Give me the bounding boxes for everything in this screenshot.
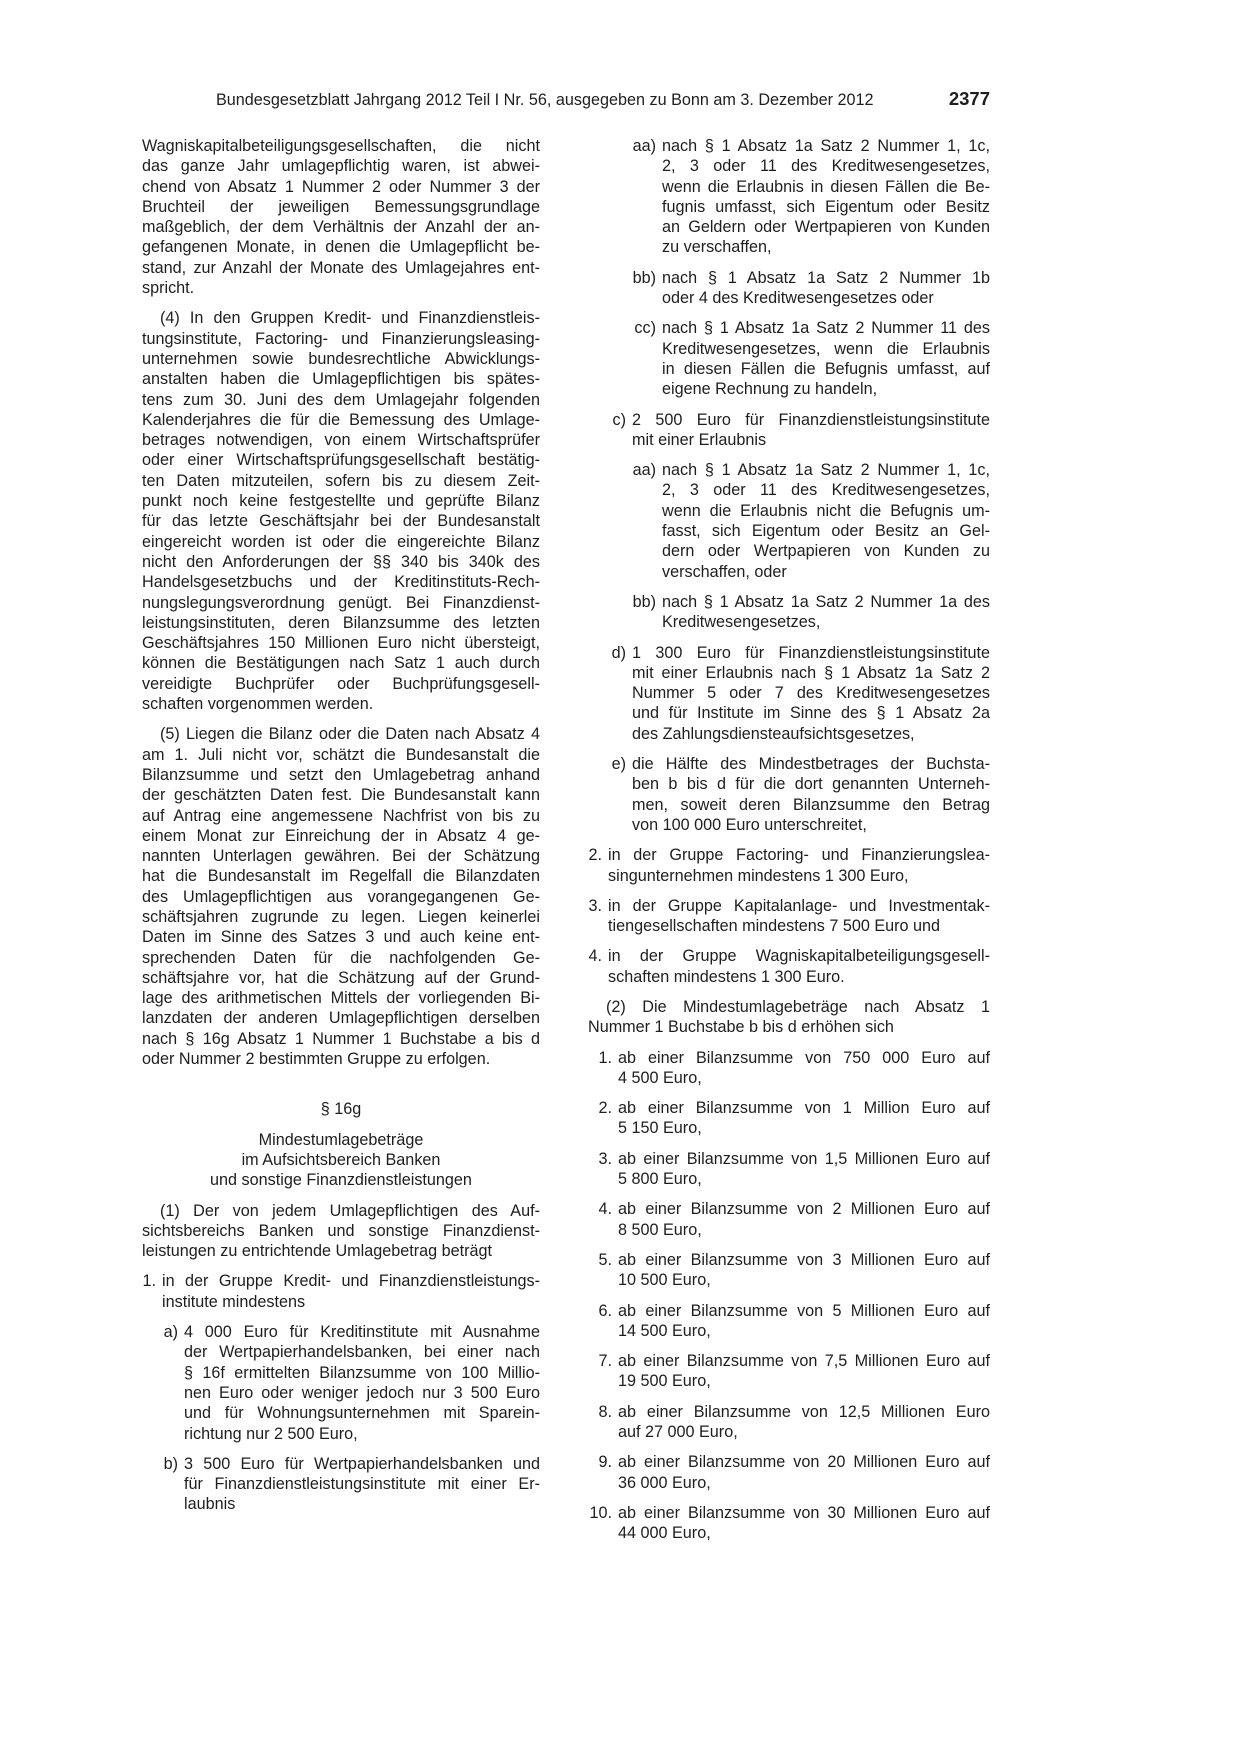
- list-marker: 1.: [598, 1048, 612, 1067]
- text-line: ab einer Bilanzsumme von 3 Millionen Euro auf: [618, 1250, 990, 1269]
- text-line: 5 150 Euro,: [618, 1119, 702, 1138]
- increase-item: [588, 1199, 990, 1240]
- text-line: ab einer Bilanzsumme von 5 Millionen Euro auf: [618, 1301, 990, 1320]
- text-line: schäftsjahre vor, hat die Schätzung auf der Grund-: [142, 968, 540, 987]
- list-marker: 8.: [598, 1402, 612, 1421]
- text-line: punkt noch keine festgestellte und geprüfte Bilanz: [142, 492, 540, 511]
- increase-item: [588, 1250, 990, 1291]
- list-item-1c-aa: [588, 460, 990, 582]
- list-text: [632, 643, 990, 744]
- text-line: mit einer Erlaubnis: [632, 430, 767, 449]
- header-title: Bundesgesetzblatt Jahrgang 2012 Teil I Nr. 56, ausgegeben zu Bonn am 3. Dezember 2012: [216, 91, 874, 109]
- text-line: zu verschaffen,: [662, 238, 772, 257]
- increase-item: [588, 1048, 990, 1089]
- list-marker: b): [163, 1454, 178, 1473]
- text-line: und für Institute im Sinne des § 1 Absatz 2a: [632, 704, 990, 723]
- text-line: 36 000 Euro,: [618, 1473, 711, 1492]
- list-marker: 6.: [598, 1301, 612, 1320]
- list-item-1c-bb: [588, 592, 990, 633]
- list-text: [662, 460, 990, 582]
- list-marker: aa): [632, 461, 656, 480]
- list-text: [618, 1351, 990, 1392]
- text-line: des Zahlungsdiensteaufsichtsgesetzes,: [632, 724, 915, 743]
- text-line: nungslegungsverordnung genügt. Bei Finanzdienst-: [142, 593, 540, 612]
- list-item-1e: [588, 754, 990, 835]
- text-line: nicht den Anforderungen der §§ 340 bis 340k des: [142, 552, 540, 571]
- list-item-1b-aa: [588, 136, 990, 258]
- list-item-2: [588, 845, 990, 886]
- text-line: eigene Rechnung zu handeln,: [662, 380, 878, 399]
- list-marker: 3.: [598, 1149, 612, 1168]
- list-text: [608, 896, 990, 937]
- text-line: stand, zur Anzahl der Monate des Umlagejahres ent-: [142, 258, 540, 277]
- text-line: Wagniskapitalbeteiligungsgesellschaften, die nicht: [142, 137, 540, 155]
- running-header: [216, 88, 990, 118]
- paragraph-4: [142, 308, 540, 714]
- list-marker: a): [163, 1323, 178, 1342]
- text-line: betrages notwendigen, von einem Wirtschaftsprüfer: [142, 431, 540, 450]
- list-item-3: [588, 896, 990, 937]
- text-line: ab einer Bilanzsumme von 20 Millionen Euro auf: [618, 1453, 990, 1472]
- paragraph-2: [588, 997, 990, 1038]
- text-line: 4 500 Euro,: [618, 1068, 702, 1087]
- text-line: Bruchteil der jeweiligen Bemessungsgrundlage: [142, 197, 540, 216]
- text-line: Nummer 5 oder 7 des Kreditwesengesetzes: [632, 684, 990, 703]
- text-line: fasst, sich Eigentum oder Besitz an Gel-: [662, 522, 990, 541]
- list-marker: 4.: [588, 947, 602, 966]
- text-line: 2 500 Euro für Finanzdienstleistungsinstitute: [632, 410, 990, 429]
- text-line: 2, 3 oder 11 des Kreditwesengesetzes,: [662, 157, 990, 176]
- increase-item: [588, 1452, 990, 1493]
- text-line: von 100 000 Euro unterschreitet,: [632, 815, 867, 834]
- text-line: spricht.: [142, 279, 195, 298]
- text-line: nannten Unterlagen gewähren. Bei der Schätzung: [142, 847, 540, 866]
- text-line: 19 500 Euro,: [618, 1372, 711, 1391]
- text-line: oder 4 des Kreditwesengesetzes oder: [662, 289, 934, 308]
- text-line: in der Gruppe Wagniskapitalbeteiligungsgesell-: [608, 947, 990, 966]
- list-marker: bb): [632, 268, 656, 287]
- text-line: Kalenderjahres die für die Bemessung des Umlage-: [142, 410, 540, 429]
- list-text: [618, 1301, 990, 1342]
- text-line: singunternehmen mindestens 1 300 Euro,: [608, 866, 909, 885]
- text-line: 4 000 Euro für Kreditinstitute mit Ausnahme: [184, 1323, 540, 1342]
- increase-list: [588, 1048, 990, 1544]
- list-text: [618, 1199, 990, 1240]
- paragraph-1: [142, 1201, 540, 1262]
- list-text: [618, 1402, 990, 1443]
- text-line: gefangenen Monate, in denen die Umlagepflicht be-: [142, 238, 540, 257]
- text-line: (4) In den Gruppen Kredit- und Finanzdienstleis-: [160, 309, 540, 328]
- list-item-4: [588, 946, 990, 987]
- list-marker: cc): [634, 319, 656, 338]
- text-line: 14 500 Euro,: [618, 1321, 711, 1340]
- list-marker: 3.: [588, 896, 602, 915]
- text-line: ab einer Bilanzsumme von 2 Millionen Euro auf: [618, 1200, 990, 1219]
- increase-item: [588, 1149, 990, 1190]
- text-line: schaften mindestens 1 300 Euro.: [608, 967, 845, 986]
- increase-item: [588, 1402, 990, 1443]
- text-line: und sonstige Finanzdienstleistungen: [210, 1171, 472, 1190]
- text-line: (2) Die Mindestumlagebeträge nach Absatz 1: [606, 997, 990, 1016]
- text-line: Kreditwesengesetzes,: [662, 613, 821, 632]
- text-line: für das letzte Geschäftsjahr bei der Bundesanstalt: [142, 512, 540, 531]
- text-line: wenn die Erlaubnis in diesen Fällen die Be-: [662, 177, 990, 196]
- increase-item: [588, 1098, 990, 1139]
- text-line: ab einer Bilanzsumme von 7,5 Millionen Euro auf: [618, 1352, 990, 1371]
- increase-item: [588, 1503, 990, 1544]
- text-line: in der Gruppe Kapitalanlage- und Investmentak-: [608, 896, 990, 915]
- text-line: 8 500 Euro,: [618, 1220, 702, 1239]
- paragraph-5: [142, 724, 540, 1069]
- text-line: Kreditwesengesetzes, wenn die Erlaubnis: [662, 339, 990, 358]
- intro-paragraph: [142, 136, 540, 298]
- text-line: Mindestumlagebeträge: [258, 1130, 424, 1149]
- text-line: nen Euro oder weniger jedoch nur 3 500 Euro: [184, 1383, 540, 1402]
- text-line: des Umlagepflichtigen aus vorangegangenen Ge-: [142, 887, 540, 906]
- list-marker: 4.: [598, 1200, 612, 1219]
- list-text: [618, 1503, 990, 1544]
- text-line: ab einer Bilanzsumme von 1 Million Euro auf: [618, 1099, 990, 1118]
- text-line: chend von Absatz 1 Nummer 2 oder Nummer 3 der: [142, 177, 540, 196]
- text-line: 5 800 Euro,: [618, 1170, 702, 1189]
- text-line: in diesen Fällen die Befugnis umfasst, auf: [662, 359, 990, 378]
- increase-item: [588, 1351, 990, 1392]
- list-item-1b-cc: [588, 318, 990, 399]
- text-line: ab einer Bilanzsumme von 750 000 Euro auf: [618, 1048, 990, 1067]
- text-line: nach § 16g Absatz 1 Nummer 1 Buchstabe a bis d: [142, 1029, 540, 1048]
- list-item-1: [142, 1271, 540, 1312]
- text-line: anstalten haben die Umlagepflichtigen bis spätes-: [142, 370, 540, 389]
- list-marker: 2.: [588, 846, 602, 865]
- text-line: wenn die Erlaubnis nicht die Befugnis um-: [662, 501, 990, 520]
- list-marker: 10.: [589, 1503, 612, 1522]
- text-line: maßgeblich, der dem Verhältnis der Anzahl der an-: [142, 218, 540, 237]
- text-line: tungsinstitute, Factoring- und Finanzierungsleasing-: [142, 329, 540, 348]
- text-line: das ganze Jahr umlagepflichtig waren, ist abwei-: [142, 157, 540, 176]
- text-line: fugnis umfasst, sich Eigentum oder Besitz: [662, 197, 990, 216]
- text-line: tens zum 30. Juni des dem Umlagejahr folgenden: [142, 390, 540, 409]
- text-line: nach § 1 Absatz 1a Satz 2 Nummer 11 des: [662, 319, 990, 338]
- text-line: (1) Der von jedem Umlagepflichtigen des Auf-: [160, 1201, 540, 1220]
- list-marker: 2.: [598, 1099, 612, 1118]
- text-line: Geschäftsjahres 150 Millionen Euro nicht übersteigt,: [142, 634, 540, 653]
- text-line: auf 27 000 Euro,: [618, 1423, 738, 1442]
- text-line: können die Bestätigungen nach Satz 1 auch durch: [142, 654, 540, 673]
- text-line: schaften vorgenommen werden.: [142, 695, 374, 714]
- list-marker: aa): [632, 137, 656, 155]
- list-marker: 1.: [142, 1272, 156, 1291]
- text-line: 1 300 Euro für Finanzdienstleistungsinstitute: [632, 643, 990, 662]
- list-marker: e): [611, 755, 626, 774]
- text-line: oder Nummer 2 bestimmten Gruppe zu erfolgen.: [142, 1050, 491, 1069]
- text-line: 3 500 Euro für Wertpapierhandelsbanken und: [184, 1454, 540, 1473]
- text-line: ab einer Bilanzsumme von 30 Millionen Euro auf: [618, 1503, 990, 1522]
- list-item-1c: [588, 410, 990, 451]
- list-marker: 7.: [598, 1352, 612, 1371]
- list-item-1b: [142, 1454, 540, 1515]
- text-line: der Wertpapierhandelsbanken, bei einer nach: [184, 1343, 540, 1362]
- text-line: einem Monat zur Einreichung der in Absatz 4 ge-: [142, 826, 540, 845]
- text-line: oder einer Wirtschaftsprüfungsgesellschaft bestätig-: [142, 451, 540, 470]
- list-text: [662, 318, 990, 399]
- text-line: in der Gruppe Kredit- und Finanzdienstleistungs-: [162, 1272, 540, 1291]
- list-text: [662, 268, 990, 309]
- text-line: sichtsbereichs Banken und sonstige Finanzdienst-: [142, 1221, 540, 1240]
- list-marker: bb): [632, 592, 656, 611]
- list-item-1d: [588, 643, 990, 744]
- right-column: [588, 136, 990, 1544]
- list-text: [184, 1454, 540, 1515]
- list-item-1a: [142, 1322, 540, 1444]
- text-line: hat die Bundesanstalt im Regelfall die Bilanzdaten: [142, 867, 540, 886]
- text-line: 10 500 Euro,: [618, 1271, 711, 1290]
- list-marker: c): [612, 410, 626, 429]
- list-marker: 5.: [598, 1250, 612, 1269]
- text-line: vereidigte Buchprüfer oder Buchprüfungsgesell-: [142, 674, 540, 693]
- text-line: nach § 1 Absatz 1a Satz 2 Nummer 1b: [662, 268, 990, 287]
- list-text: [618, 1048, 990, 1089]
- text-line: im Aufsichtsbereich Banken: [241, 1150, 441, 1169]
- list-text: [618, 1149, 990, 1190]
- text-line: Daten im Sinne des Satzes 3 und auch keine ent-: [142, 928, 540, 947]
- text-line: tiengesellschaften mindestens 7 500 Euro und: [608, 917, 941, 936]
- text-line: Bilanzsumme und setzt den Umlagebetrag anhand: [142, 765, 540, 784]
- list-text: [632, 410, 990, 451]
- text-line: schäftsjahren zugrunde zu legen. Liegen keinerlei: [142, 907, 540, 926]
- text-line: mit einer Erlaubnis nach § 1 Absatz 1a Satz 2: [632, 663, 990, 682]
- list-text: [632, 754, 990, 835]
- text-line: lage des arithmetischen Mittels der vorliegenden Bi-: [142, 989, 540, 1008]
- text-line: unternehmen sowie bundesrechtliche Abwicklungs-: [142, 349, 540, 368]
- text-line: men, soweit deren Bilanzsumme den Betrag: [632, 795, 990, 814]
- text-line: nach § 1 Absatz 1a Satz 2 Nummer 1, 1c,: [662, 137, 990, 155]
- list-marker: 9.: [598, 1453, 612, 1472]
- text-line: leistungsinstituten, deren Bilanzsumme des letzten: [142, 613, 540, 632]
- text-line: verschaffen, oder: [662, 562, 787, 581]
- list-text: [184, 1322, 540, 1444]
- text-line: Handelsgesetzbuchs und der Kreditinstituts-Rech-: [142, 573, 540, 592]
- text-line: auf Antrag eine angemessene Nachfrist von bis zu: [142, 806, 540, 825]
- text-line: 2, 3 oder 11 des Kreditwesengesetzes,: [662, 481, 990, 500]
- text-line: eingereicht worden ist oder die eingereichte Bilanz: [142, 532, 540, 551]
- text-line: 44 000 Euro,: [618, 1524, 711, 1543]
- text-line: sprechenden Daten für die nachfolgenden Ge-: [142, 948, 540, 967]
- list-text: [662, 136, 990, 258]
- list-text: [618, 1452, 990, 1493]
- list-text: [618, 1250, 990, 1291]
- list-text: [662, 592, 990, 633]
- text-line: der geschätzten Daten fest. Die Bundesanstalt kann: [142, 786, 540, 805]
- text-line: laubnis: [184, 1495, 236, 1514]
- text-line: dern oder Wertpapieren von Kunden zu: [662, 542, 990, 561]
- text-line: § 16f ermittelten Bilanzsumme von 100 Millio-: [184, 1363, 540, 1382]
- text-line: ten Daten mitzuteilen, sofern bis zu diesem Zeit-: [142, 471, 540, 490]
- text-line: ab einer Bilanzsumme von 12,5 Millionen Euro: [618, 1402, 990, 1421]
- page-number: 2377: [948, 88, 990, 109]
- list-text: [618, 1098, 990, 1139]
- text-line: institute mindestens: [162, 1292, 306, 1311]
- list-text: [608, 946, 990, 987]
- text-line: Nummer 1 Buchstabe b bis d erhöhen sich: [588, 1018, 894, 1037]
- text-line: an Geldern oder Wertpapieren von Kunden: [662, 218, 990, 237]
- increase-item: [588, 1301, 990, 1342]
- section-number: § 16g: [320, 1100, 362, 1119]
- text-line: nach § 1 Absatz 1a Satz 2 Nummer 1, 1c,: [662, 461, 990, 480]
- text-line: lanzdaten der anderen Umlagepflichtigen derselben: [142, 1009, 540, 1028]
- list-marker: d): [611, 643, 626, 662]
- text-line: und für Wohnungsunternehmen mit Sparein-: [184, 1404, 540, 1423]
- text-line: die Hälfte des Mindestbetrages der Buchsta-: [632, 755, 990, 774]
- list-text: [162, 1271, 540, 1312]
- text-line: (5) Liegen die Bilanz oder die Daten nach Absatz 4: [160, 725, 540, 744]
- text-line: leistungen zu entrichtende Umlagebetrag beträgt: [142, 1242, 493, 1261]
- list-text: [608, 845, 990, 886]
- left-column: [142, 136, 540, 1515]
- text-line: ab einer Bilanzsumme von 1,5 Millionen Euro auf: [618, 1149, 990, 1168]
- text-line: nach § 1 Absatz 1a Satz 2 Nummer 1a des: [662, 592, 990, 611]
- section-heading: [142, 1130, 540, 1191]
- list-item-1b-bb: [588, 268, 990, 309]
- text-line: am 1. Juli nicht vor, schätzt die Bundesanstalt die: [142, 745, 540, 764]
- text-line: in der Gruppe Factoring- und Finanzierungslea-: [608, 846, 990, 865]
- text-line: für Finanzdienstleistungsinstitute mit einer Er-: [184, 1475, 540, 1494]
- text-line: ben b bis d für die dort genannten Unterneh-: [632, 775, 990, 794]
- text-line: richtung nur 2 500 Euro,: [184, 1424, 358, 1443]
